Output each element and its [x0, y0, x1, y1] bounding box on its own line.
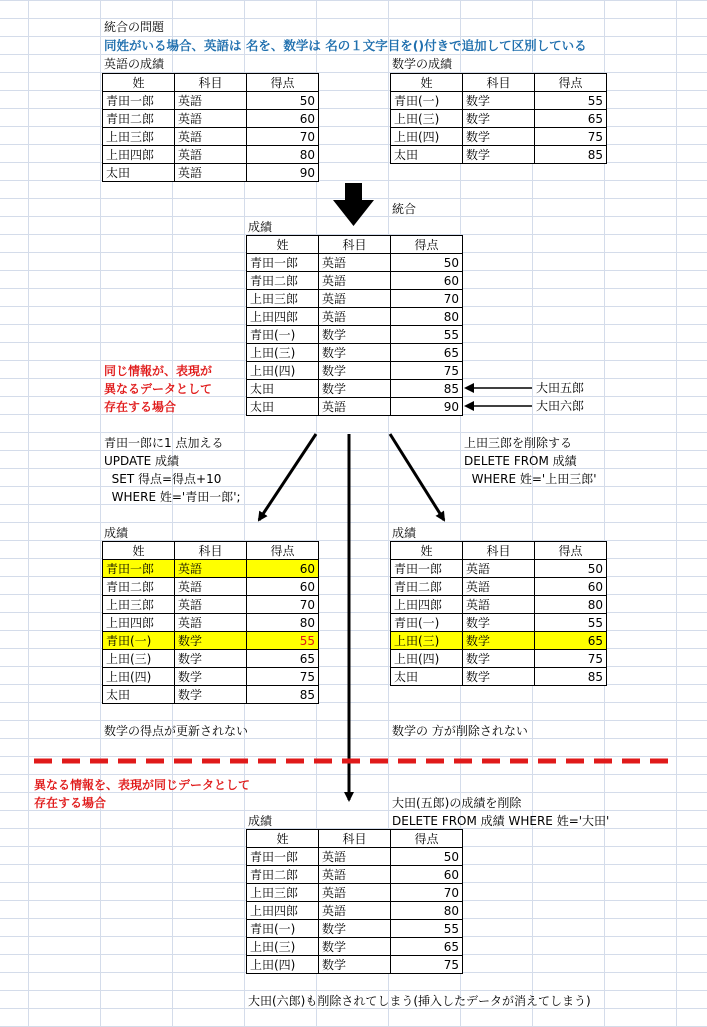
cell-subject: 英語	[319, 866, 391, 884]
table-row	[391, 614, 607, 632]
cell-score: 50	[247, 92, 319, 110]
table-row	[247, 380, 463, 398]
cell-subject: 数学	[319, 956, 391, 974]
cell-subject: 英語	[463, 560, 535, 578]
cell-subject: 数学	[319, 344, 391, 362]
header-score: 得点	[535, 74, 607, 92]
cell-name: 青田一郎	[103, 560, 175, 578]
update-desc: 青田一郎に1 点加える	[104, 436, 224, 450]
update-note: 数学の得点が更新されない	[104, 724, 249, 738]
delete-note: 数学の 方が削除されない	[392, 724, 528, 738]
cell-subject: 英語	[319, 902, 391, 920]
table-row	[391, 92, 607, 110]
cell-score: 60	[247, 110, 319, 128]
cell-score: 85	[535, 146, 607, 164]
cell-name: 上田三郎	[247, 290, 319, 308]
cell-score: 55	[535, 614, 607, 632]
table-row	[103, 614, 319, 632]
delete-desc: 上田三郎を削除する	[464, 436, 573, 450]
cell-name: 青田一郎	[247, 848, 319, 866]
cell-subject: 数学	[463, 614, 535, 632]
cell-name: 上田四郎	[391, 596, 463, 614]
cell-score: 75	[535, 650, 607, 668]
cell-score: 75	[535, 128, 607, 146]
header-row	[247, 830, 463, 848]
header-score: 得点	[247, 74, 319, 92]
annotation-ota-goro: 大田五郎	[536, 381, 585, 395]
table-row	[391, 560, 607, 578]
cell-subject: 数学	[463, 128, 535, 146]
cell-score: 90	[391, 398, 463, 416]
cell-score-unchanged: 55	[247, 632, 319, 650]
cell-subject: 英語	[319, 398, 391, 416]
table-row	[247, 848, 463, 866]
table-row	[103, 668, 319, 686]
cell-subject: 数学	[175, 632, 247, 650]
cell-score: 60	[247, 578, 319, 596]
delete2-desc: 大田(五郎)の成績を削除	[392, 796, 522, 810]
cell-subject: 数学	[175, 668, 247, 686]
english-table	[102, 73, 319, 182]
cell-name: 上田(三)	[247, 938, 319, 956]
table-row	[247, 326, 463, 344]
delete2-caption: 成績	[248, 814, 273, 828]
cell-name: 青田二郎	[103, 578, 175, 596]
cell-subject: 数学	[319, 938, 391, 956]
cell-subject: 英語	[175, 146, 247, 164]
cell-name: 上田四郎	[247, 902, 319, 920]
table-row	[103, 578, 319, 596]
merge-down-arrow-icon	[333, 183, 374, 226]
table-row	[103, 650, 319, 668]
table-row	[103, 596, 319, 614]
cell-name: 上田(四)	[391, 650, 463, 668]
cell-score: 80	[535, 596, 607, 614]
table-row	[247, 866, 463, 884]
delete2-note: 大田(六郎)も削除されてしまう(挿入したデータが消えてしまう)	[248, 994, 591, 1008]
table-row	[247, 902, 463, 920]
cell-score: 70	[391, 884, 463, 902]
cell-subject: 英語	[175, 110, 247, 128]
table-row-highlighted	[391, 632, 607, 650]
cell-score: 80	[247, 614, 319, 632]
table-row	[391, 668, 607, 686]
cell-name: 青田(一)	[247, 326, 319, 344]
cell-name: 青田一郎	[103, 92, 175, 110]
cell-score: 90	[247, 164, 319, 182]
cell-name: 青田一郎	[247, 254, 319, 272]
table-row	[247, 920, 463, 938]
cell-score: 80	[391, 308, 463, 326]
table-row	[247, 884, 463, 902]
cell-subject: 数学	[319, 326, 391, 344]
table-row	[247, 362, 463, 380]
cell-subject: 英語	[175, 560, 247, 578]
math-caption: 数学の成績	[392, 57, 453, 71]
table-row	[247, 290, 463, 308]
cell-subject: 数学	[175, 650, 247, 668]
header-score: 得点	[391, 236, 463, 254]
cell-subject: 数学	[463, 92, 535, 110]
cell-score: 60	[391, 866, 463, 884]
delete-table	[390, 541, 607, 686]
header-subject: 科目	[319, 830, 391, 848]
cell-name: 太田	[103, 164, 175, 182]
cell-score: 80	[391, 902, 463, 920]
cell-name: 上田四郎	[247, 308, 319, 326]
cell-score: 65	[391, 344, 463, 362]
cell-score: 50	[391, 254, 463, 272]
header-row	[103, 74, 319, 92]
cell-score: 55	[535, 92, 607, 110]
header-row	[391, 542, 607, 560]
cell-subject: 英語	[175, 614, 247, 632]
cell-name: 青田二郎	[247, 272, 319, 290]
cell-subject: 英語	[463, 578, 535, 596]
cell-score: 70	[247, 596, 319, 614]
merged-caption: 成績	[248, 220, 273, 234]
cell-subject: 英語	[463, 596, 535, 614]
cell-name: 上田(四)	[247, 362, 319, 380]
cell-name: 上田(三)	[391, 110, 463, 128]
page-subtitle: 同姓がいる場合、英語は 名を、数学は 名の１文字目を()付きで追加して区別している	[104, 38, 587, 53]
cell-subject: 英語	[175, 92, 247, 110]
table-row-highlighted	[103, 560, 319, 578]
header-row	[391, 74, 607, 92]
cell-name: 太田	[391, 668, 463, 686]
case1-line1: 同じ情報が、表現が	[104, 364, 213, 378]
header-name: 姓	[103, 74, 175, 92]
cell-score: 60	[247, 560, 319, 578]
cell-subject: 英語	[175, 596, 247, 614]
cell-score: 65	[391, 938, 463, 956]
delete2-table	[246, 829, 463, 974]
case2-line1: 異なる情報を、表現が同じデータとして	[34, 778, 251, 792]
cell-subject: 数学	[175, 686, 247, 704]
cell-name: 太田	[247, 380, 319, 398]
update-sql-1: UPDATE 成績	[104, 454, 180, 468]
cell-subject: 英語	[319, 308, 391, 326]
cell-subject: 英語	[319, 254, 391, 272]
cell-score: 65	[535, 632, 607, 650]
header-score: 得点	[391, 830, 463, 848]
cell-name: 太田	[247, 398, 319, 416]
table-row	[103, 92, 319, 110]
table-row	[391, 128, 607, 146]
cell-subject: 数学	[319, 362, 391, 380]
cell-score: 75	[391, 362, 463, 380]
cell-name: 上田(三)	[391, 632, 463, 650]
cell-name: 太田	[103, 686, 175, 704]
table-row	[391, 650, 607, 668]
cell-name: 上田(三)	[247, 344, 319, 362]
table-row	[247, 272, 463, 290]
cell-score: 50	[391, 848, 463, 866]
table-row	[247, 344, 463, 362]
table-row	[247, 956, 463, 974]
cell-subject: 英語	[319, 272, 391, 290]
delete-sql-2: WHERE 姓='上田三郎'	[464, 472, 597, 486]
cell-score: 60	[391, 272, 463, 290]
cell-score: 70	[391, 290, 463, 308]
table-row	[247, 938, 463, 956]
table-row	[103, 686, 319, 704]
cell-subject: 数学	[463, 650, 535, 668]
cell-subject: 英語	[175, 578, 247, 596]
merged-table	[246, 235, 463, 416]
table-row	[103, 128, 319, 146]
arrow-to-delete	[390, 434, 444, 520]
table-row-highlighted	[103, 632, 319, 650]
arrow-to-update	[259, 434, 316, 520]
update-table	[102, 541, 319, 704]
cell-name: 青田二郎	[247, 866, 319, 884]
header-subject: 科目	[175, 542, 247, 560]
cell-score: 65	[535, 110, 607, 128]
cell-name: 青田(一)	[391, 92, 463, 110]
table-row	[103, 146, 319, 164]
cell-score: 55	[391, 326, 463, 344]
cell-name: 青田(一)	[391, 614, 463, 632]
cell-score: 60	[535, 578, 607, 596]
cell-name: 青田二郎	[103, 110, 175, 128]
cell-score: 85	[391, 380, 463, 398]
cell-name: 上田四郎	[103, 146, 175, 164]
cell-name: 太田	[391, 146, 463, 164]
update-sql-2: SET 得点=得点+10	[104, 472, 222, 486]
header-subject: 科目	[463, 542, 535, 560]
header-name: 姓	[103, 542, 175, 560]
cell-subject: 英語	[319, 848, 391, 866]
cell-name: 青田(一)	[103, 632, 175, 650]
cell-name: 上田(四)	[103, 668, 175, 686]
cell-name: 上田(四)	[391, 128, 463, 146]
merge-label: 統合	[392, 202, 417, 216]
cell-subject: 英語	[319, 290, 391, 308]
cell-score: 85	[247, 686, 319, 704]
table-row	[391, 596, 607, 614]
table-row	[247, 254, 463, 272]
cell-score: 80	[247, 146, 319, 164]
cell-score: 65	[247, 650, 319, 668]
table-row	[391, 578, 607, 596]
header-score: 得点	[535, 542, 607, 560]
header-row	[103, 542, 319, 560]
header-subject: 科目	[175, 74, 247, 92]
update-caption: 成績	[104, 526, 129, 540]
annotation-ota-rokuro: 大田六郎	[536, 399, 585, 413]
cell-subject: 数学	[463, 668, 535, 686]
header-name: 姓	[391, 542, 463, 560]
page-title: 統合の問題	[104, 20, 165, 34]
header-row	[247, 236, 463, 254]
cell-name: 上田三郎	[103, 596, 175, 614]
cell-score: 85	[535, 668, 607, 686]
cell-subject: 数学	[319, 380, 391, 398]
cell-name: 上田(三)	[103, 650, 175, 668]
case1-line3: 存在する場合	[104, 400, 177, 414]
cell-subject: 英語	[175, 164, 247, 182]
header-score: 得点	[247, 542, 319, 560]
table-row	[247, 398, 463, 416]
header-name: 姓	[247, 236, 319, 254]
table-row	[103, 110, 319, 128]
table-row	[247, 308, 463, 326]
table-row	[391, 146, 607, 164]
header-name: 姓	[247, 830, 319, 848]
case1-line2: 異なるデータとして	[104, 382, 213, 396]
cell-subject: 数学	[463, 632, 535, 650]
english-caption: 英語の成績	[104, 57, 165, 71]
cell-subject: 数学	[463, 146, 535, 164]
cell-score: 55	[391, 920, 463, 938]
table-row	[391, 110, 607, 128]
math-table	[390, 73, 607, 164]
header-subject: 科目	[319, 236, 391, 254]
delete-sql-1: DELETE FROM 成績	[464, 454, 577, 468]
header-name: 姓	[391, 74, 463, 92]
delete2-sql: DELETE FROM 成績 WHERE 姓='大田'	[392, 814, 610, 828]
cell-subject: 数学	[319, 920, 391, 938]
header-subject: 科目	[463, 74, 535, 92]
cell-name: 上田四郎	[103, 614, 175, 632]
cell-subject: 英語	[175, 128, 247, 146]
cell-name: 青田(一)	[247, 920, 319, 938]
cell-score: 75	[391, 956, 463, 974]
update-sql-3: WHERE 姓='青田一郎';	[104, 490, 241, 504]
cell-name: 上田(四)	[247, 956, 319, 974]
cell-name: 上田三郎	[103, 128, 175, 146]
cell-score: 50	[535, 560, 607, 578]
cell-subject: 英語	[319, 884, 391, 902]
cell-name: 上田三郎	[247, 884, 319, 902]
cell-name: 青田一郎	[391, 560, 463, 578]
case2-line2: 存在する場合	[34, 796, 107, 810]
cell-score: 75	[247, 668, 319, 686]
cell-subject: 数学	[463, 110, 535, 128]
cell-name: 青田二郎	[391, 578, 463, 596]
delete-caption: 成績	[392, 526, 417, 540]
table-row	[103, 164, 319, 182]
cell-score: 70	[247, 128, 319, 146]
